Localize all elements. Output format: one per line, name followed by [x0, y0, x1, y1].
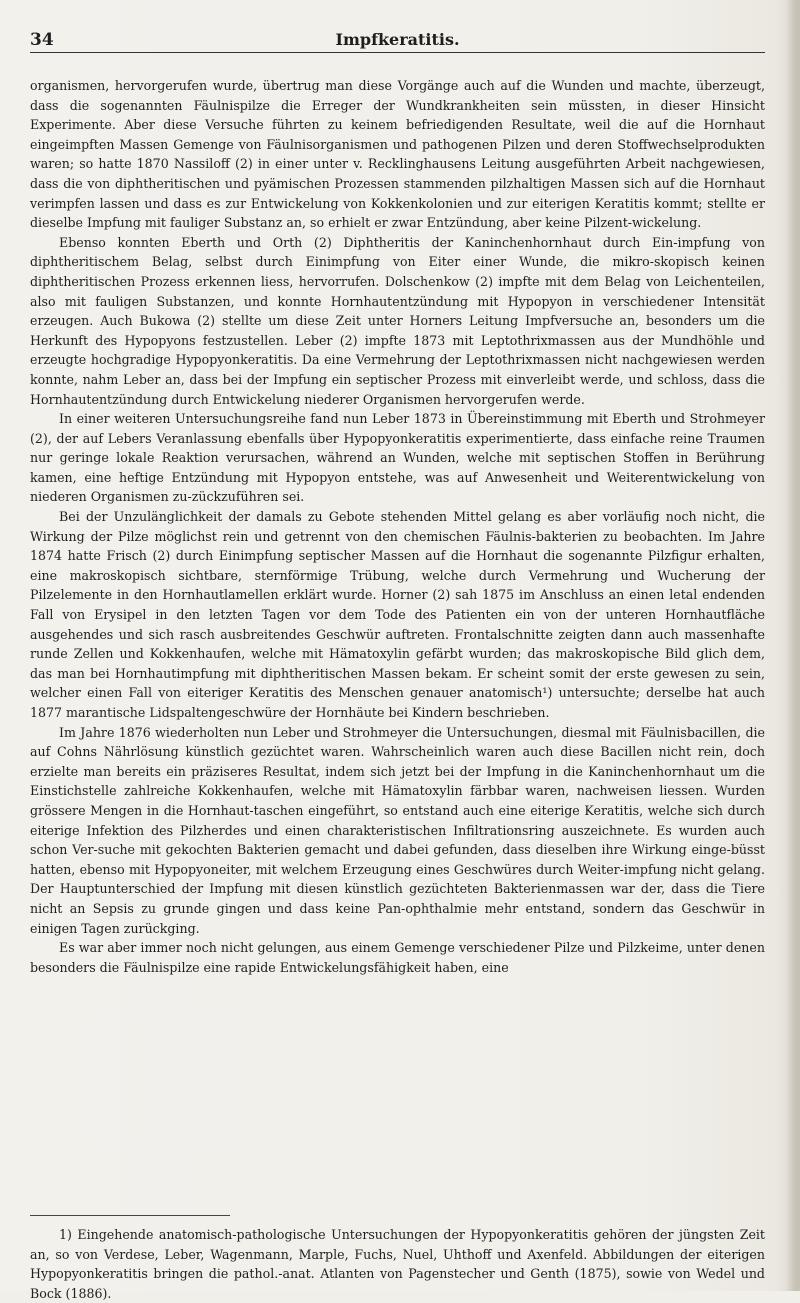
header-rule: [30, 52, 765, 53]
footnote-rule: [30, 1215, 230, 1216]
page-header: [30, 30, 765, 52]
paragraph-5: Im Jahre 1876 wiederholten nun Leber und Strohmeyer die Untersuchungen, diesmal mit Fäulnisbacillen, die auf Cohns Nährlösung künstlich gezüchtet waren. Wahrscheinlich waren auch diese Bacillen nicht rein, doch erzielte man bereits ein präziseres Resultat, indem sich jetzt bei der Impfung in die Kaninchenhornhaut um die Einstichstelle zahlreiche Kokkenhaufen, welche mit Hämatoxylin färbbar waren, nachweisen liessen. Wurden grössere Mengen in die Hornhaut-taschen eingeführt, so entstand auch eine eiterige Keratitis, welche sich durch eiterige Infektion des Pilzherdes und einen charakteristischen Infiltrationsring auszeichnete. Es wurden auch schon Ver-suche mit gekochten Bakterien gemacht und dabei gefunden, dass dieselben ihre Wirkung einge-büsst hatten, ebenso mit Hypopyoneiter, mit welchem Erzeugung eines Geschwüres durch Weiter-impfung nicht gelang. Der Hauptunterschied der Impfung mit diesen künstlich gezüchteten Bakterienmassen war der, dass die Tiere nicht an Sepsis zu grunde gingen und dass keine Pan-ophthalmie mehr entstand, sondern das Geschwür in einigen Tagen zurückging.: [30, 724, 765, 936]
running-title: Impfkeratitis.: [335, 30, 460, 49]
paragraph-4: Bei der Unzulänglichkeit der damals zu Gebote stehenden Mittel gelang es aber vorläufig noch nicht, die Wirkung der Pilze möglichst rein und getrennt von den chemischen Fäulnis-bakterien zu beobachten. Im Jahre 1874 hatte Frisch (2) durch Einimpfung septischer Massen auf die Hornhaut die sogenannte Pilzfigur erhalten, eine makroskopisch sichtbare, sternförmige Trübung, welche durch Vermehrung und Wucherung der Pilzelemente in den Hornhautlamellen erklärt wurde. Horner (2) sah 1875 im Anschluss an einen letal endenden Fall von Erysipel in den letzten Tagen vor dem Tode des Patienten ein von der unteren Hornhautfläche ausgehendes und sich rasch ausbreitendes Geschwür auftreten. Frontalschnitte zeigten dann auch massenhafte runde Zellen und Kokkenhaufen, welche mit Hämatoxylin gefärbt wurden; das makroskopische Bild glich dem, das man bei Hornhautimpfung mit diphtheritischen Massen bekam. Er scheint somit der erste gewesen zu sein, welcher einen Fall von eiteriger Keratitis des Menschen genauer anatomisch¹) untersuchte; derselbe hat auch 1877 marantische Lidspaltengeschwüre der Hornhäute bei Kindern beschrieben.: [30, 509, 765, 720]
body-text: [30, 76, 765, 977]
paragraph-2: Ebenso konnten Eberth und Orth (2) Diphtheritis der Kaninchenhornhaut durch Ein-impfung von diphtheritischem Belag, selbst durch Einimpfung von Eiter einer Wunde, die mikro-skopisch keinen diphtheritischen Prozess erkennen liess, hervorrufen. Dolschenkow (2) impfte mit dem Belag von Leichenteilen, also mit fauligen Substanzen, und konnte Hornhautentzündung mit Hypopyon in verschiedener Intensität erzeugen. Auch Bukowa (2) stellte um diese Zeit unter Horners Leitung Impfversuche an, besonders um die Herkunft des Hypopyons festzustellen. Leber (2) impfte 1873 mit Leptothrixmassen aus der Mundhöhle und erzeugte hochgradige Hypopyonkeratitis. Da eine Vermehrung der Leptothrixmassen nicht nachgewiesen werden konnte, nahm Leber an, dass bei der Impfung ein septischer Prozess mit einverleibt werde, und schloss, dass die Hornhautentzündung durch Entwickelung niederer Organismen hervorgerufen werde.: [30, 234, 765, 407]
page-number: 34: [30, 30, 54, 50]
paragraph-3: In einer weiteren Untersuchungsreihe fand nun Leber 1873 in Übereinstimmung mit Eberth und Strohmeyer (2), der auf Lebers Veranlassung ebenfalls über Hypopyonkeratitis experimentierte, dass einfache reine Traumen nur geringe lokale Reaktion verursachen, während an Wunden, welche mit septischen Stoffen in Berührung kamen, eine heftige Entzündung mit Hypopyon entstehe, was auf Anwesenheit und Weiterentwickelung von niederen Organismen zu-zückzuführen sei.: [30, 411, 765, 505]
paragraph-6: Es war aber immer noch nicht gelungen, aus einem Gemenge verschiedener Pilze und Pilzkeime, unter denen besonders die Fäulnispilze eine rapide Entwickelungsfähigkeit haben, eine: [30, 940, 765, 975]
footnote-text: 1) Eingehende anatomisch-pathologische Untersuchungen der Hypopyonkeratitis gehören der jüngsten Zeit an, so von Verdese, Leber, Wagenmann, Marple, Fuchs, Nuel, Uhthoff und Axenfeld. Abbildungen der eiterigen Hypopyonkeratitis bringen die pathol.-anat. Atlanten von Pagenstecher und Genth (1875), sowie von Wedel und Bock (1886).: [30, 1227, 765, 1301]
footnote: [30, 1225, 765, 1303]
paragraph-1: organismen, hervorgerufen wurde, übertrug man diese Vorgänge auch auf die Wunden und machte, überzeugt, dass die sogenannten Fäulnispilze die Erreger der Wundkrankheiten sein müssten, in dieser Hinsicht Experimente. Aber diese Versuche führten zu keinem befriedigenden Resultate, weil die auf die Hornhaut eingeimpften Massen Gemenge von Fäulnisorganismen und pathogenen Pilzen und deren Stoffwechselprodukten waren; so hatte 1870 Nassiloff (2) in einer unter v. Recklinghausens Leitung ausgeführten Arbeit nachgewiesen, dass die von diphtheritischen und pyämischen Prozessen stammenden pilzhaltigen Massen sich auf die Hornhaut verimpfen lassen und dass es zur Entwickelung von Kokkenkolonien und zur eiterigen Keratitis kommt; stellte er dieselbe Impfung mit fauliger Substanz an, so erhielt er zwar Entzündung, aber keine Pilzent-wickelung.: [30, 78, 765, 231]
page-edge-shadow: [786, 0, 800, 1291]
